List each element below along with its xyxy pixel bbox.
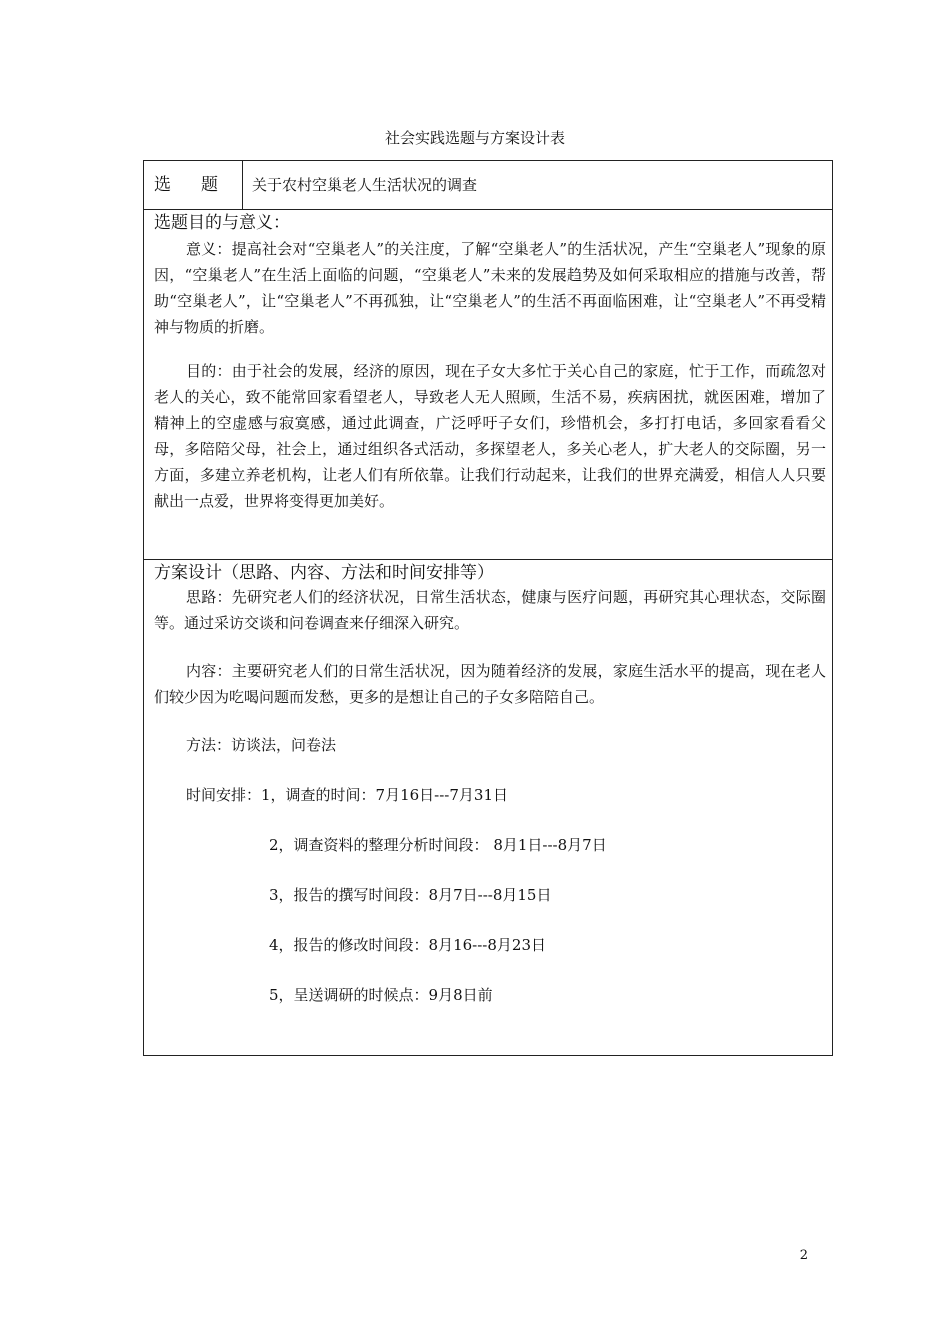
document-title: 社会实践选题与方案设计表 bbox=[384, 129, 565, 147]
plan-heading: 方案设计（思路、内容、方法和时间安排等） bbox=[154, 563, 494, 583]
topic-row bbox=[144, 161, 832, 210]
page-number: 2 bbox=[799, 1248, 808, 1263]
schedule-item-3: 3，报告的撰写时间段：8月7日---8月15日 bbox=[269, 886, 552, 904]
purpose-heading: 选题目的与意义： bbox=[154, 213, 290, 233]
schedule-item-5: 5，呈送调研的时候点：9月8日前 bbox=[269, 986, 493, 1004]
content-paragraph: 内容：主要研究老人们的日常生活状况，因为随着经济的发展，家庭生活水平的提高，现在老人们较少因为吃喝问题而发愁，更多的是想让自己的子女多陪陪自己。 bbox=[154, 662, 826, 706]
approach-paragraph: 思路：先研究老人们的经济状况，日常生活状态，健康与医疗问题，再研究其心理状态，交际圈等。通过采访交谈和问卷调查来仔细深入研究。 bbox=[154, 588, 826, 632]
schedule-item-4: 4，报告的修改时间段：8月16---8月23日 bbox=[269, 936, 547, 954]
topic-label-char-1: 选 bbox=[154, 175, 171, 195]
topic-label-char-2: 题 bbox=[201, 175, 218, 195]
schedule-item-2: 2，调查资料的整理分析时间段： 8月1日---8月7日 bbox=[269, 836, 607, 854]
method-line: 方法：访谈法，问卷法 bbox=[186, 736, 337, 754]
topic-label bbox=[144, 161, 243, 209]
meaning-paragraph: 意义：提高社会对“空巢老人”的关注度，了解“空巢老人”的生活状况，产生“空巢老人”现象的原因，“空巢老人”在生活上面临的问题，“空巢老人”未来的发展趋势及如何采取相应的措施与改善，帮助“空巢老人”，让“空巢老人”不再孤独，让“空巢老人”的生活不再面临困难，让“空巢老人”不再受精神与物质的折磨。 bbox=[154, 240, 826, 336]
design-form-table bbox=[143, 160, 833, 1056]
purpose-section bbox=[144, 209, 832, 560]
plan-section bbox=[144, 560, 832, 1055]
goal-paragraph: 目的：由于社会的发展，经济的原因，现在子女大多忙于关心自己的家庭，忙于工作，而疏忽对老人的关心，致不能常回家看望老人，导致老人无人照顾，生活不易，疾病困扰，就医困难，增加了精神上的空虚感与寂寞感，通过此调查，广泛呼吁子女们，珍惜机会，多打打电话，多回家看看父母，多陪陪父母，社会上，通过组织各式活动，多探望老人，多关心老人，扩大老人的交际圈，另一方面，多建立养老机构，让老人们有所依靠。让我们行动起来，让我们的世界充满爱，相信人人只要献出一点爱，世界将变得更加美好。 bbox=[154, 362, 826, 510]
topic-value: 关于农村空巢老人生活状况的调查 bbox=[252, 176, 478, 194]
schedule-item-1: 时间安排：1，调查的时间：7月16日---7月31日 bbox=[186, 786, 509, 804]
